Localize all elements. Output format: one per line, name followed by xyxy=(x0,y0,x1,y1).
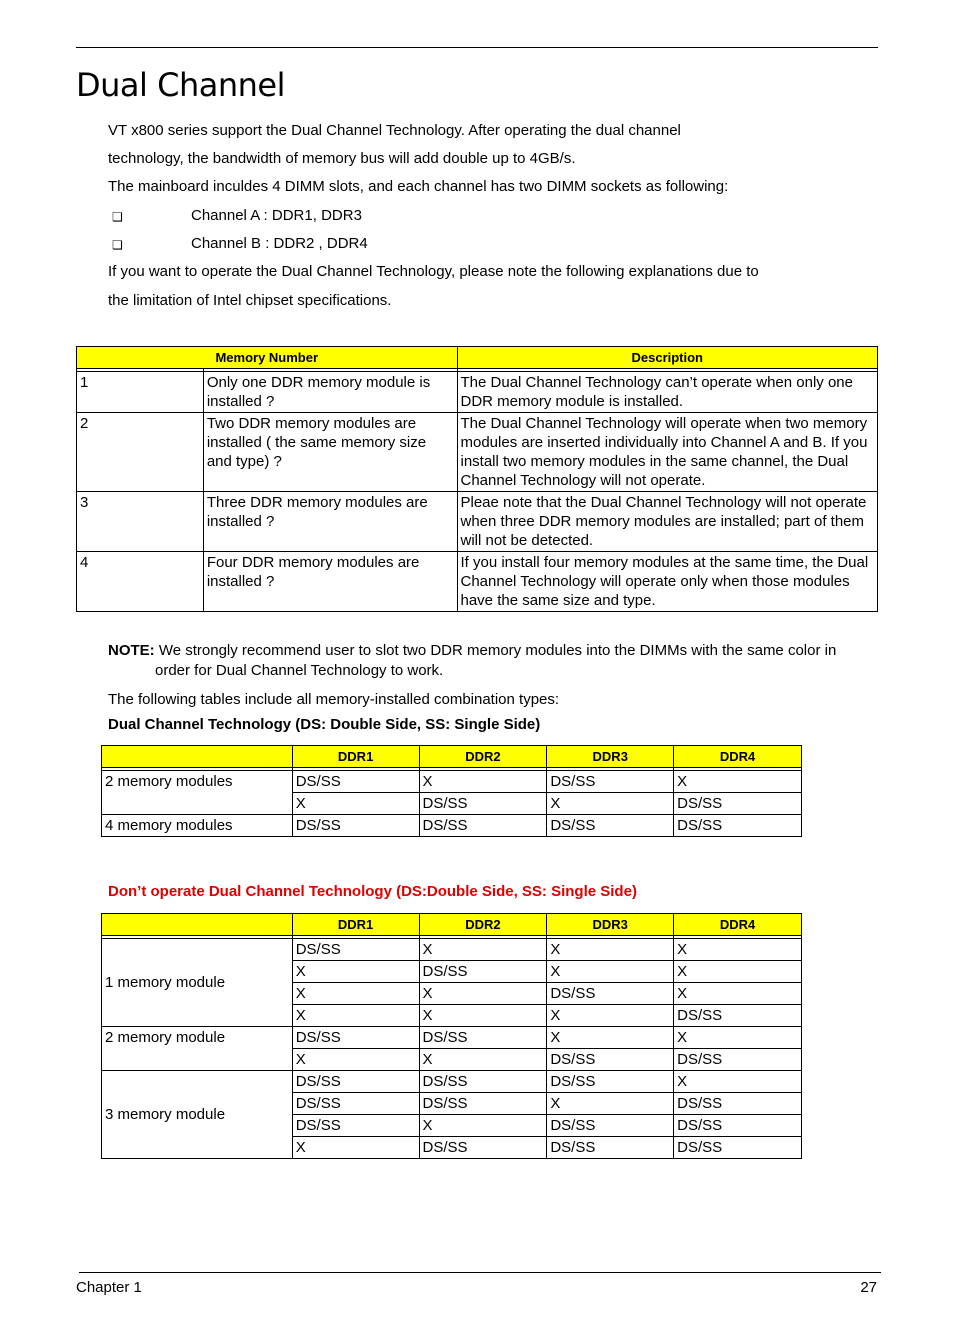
table-cell: X xyxy=(674,983,802,1005)
table-cell: X xyxy=(547,793,674,815)
table-cell: DS/SS xyxy=(419,1071,547,1093)
row-description: Pleae note that the Dual Channel Technology will not operate when three DDR memory modules are installed; part of them will not be detected. xyxy=(457,492,878,552)
table-cell: DS/SS xyxy=(419,815,547,837)
table-cell: DS/SS xyxy=(292,815,419,837)
row-number: 2 xyxy=(77,413,204,492)
row-question: Only one DDR memory module is installed ? xyxy=(203,372,457,413)
table-header-row xyxy=(102,914,802,936)
header-ddr4: DDR4 xyxy=(674,746,802,768)
table-cell: DS/SS xyxy=(419,1027,547,1049)
table-cell: DS/SS xyxy=(674,1115,802,1137)
top-rule xyxy=(76,47,878,48)
outro-line-2: the limitation of Intel chipset specifications. xyxy=(108,292,392,309)
table-cell: X xyxy=(292,1049,419,1071)
row-description: The Dual Channel Technology will operate when two memory modules are inserted individually into Channel A and B. If you install two memory modules in the same channel, the Dual Channel Technology will not operate. xyxy=(457,413,878,492)
table-cell: DS/SS xyxy=(547,1049,674,1071)
table-cell: DS/SS xyxy=(419,1137,547,1159)
dont-table-heading: Don’t operate Dual Channel Technology (DS:Double Side, SS: Single Side) xyxy=(108,883,637,900)
channel-b: Channel B : DDR2 , DDR4 xyxy=(191,235,368,252)
ds-table-heading: Dual Channel Technology (DS: Double Side, SS: Single Side) xyxy=(108,716,541,733)
table-cell: DS/SS xyxy=(292,1027,419,1049)
group-label: 1 memory module xyxy=(102,939,293,1027)
table-cell: DS/SS xyxy=(674,1049,802,1071)
table-row xyxy=(77,492,878,552)
table-cell: DS/SS xyxy=(674,1005,802,1027)
table-cell: DS/SS xyxy=(292,939,419,961)
header-memory-number: Memory Number xyxy=(77,347,458,369)
row-description: If you install four memory modules at the same time, the Dual Channel Technology will operate only when those modules have the same size and type. xyxy=(457,552,878,612)
table-cell: X xyxy=(419,771,547,793)
table-cell: DS/SS xyxy=(674,815,802,837)
table-cell: DS/SS xyxy=(547,1071,674,1093)
table-row xyxy=(77,552,878,612)
table-cell: DS/SS xyxy=(547,771,674,793)
group-label: 2 memory module xyxy=(102,1027,293,1071)
table-cell: DS/SS xyxy=(674,1137,802,1159)
header-ddr3: DDR3 xyxy=(547,746,674,768)
table-cell: X xyxy=(419,983,547,1005)
group-label: 3 memory module xyxy=(102,1071,293,1159)
header-ddr2: DDR2 xyxy=(419,746,547,768)
row-description: The Dual Channel Technology can’t operate when only one DDR memory module is installed. xyxy=(457,372,878,413)
table-header-row xyxy=(77,347,878,369)
group-label: 4 memory modules xyxy=(102,815,293,837)
table-row xyxy=(77,372,878,413)
page-title: Dual Channel xyxy=(76,66,285,104)
bottom-rule xyxy=(79,1272,881,1273)
table-cell: X xyxy=(674,1071,802,1093)
table-row xyxy=(102,1027,802,1049)
table-cell: X xyxy=(419,1115,547,1137)
footer-chapter: Chapter 1 xyxy=(76,1279,142,1296)
table-cell: X xyxy=(419,939,547,961)
table-cell: X xyxy=(292,1137,419,1159)
table-cell: DS/SS xyxy=(419,961,547,983)
header-ddr2: DDR2 xyxy=(419,914,547,936)
table-cell: X xyxy=(547,1027,674,1049)
table-cell: DS/SS xyxy=(292,1115,419,1137)
intro-line-2: technology, the bandwidth of memory bus will add double up to 4GB/s. xyxy=(108,150,576,167)
table-cell: X xyxy=(547,1093,674,1115)
note-label: NOTE: xyxy=(108,642,155,659)
table-cell: X xyxy=(292,961,419,983)
table-cell: X xyxy=(674,771,802,793)
table-cell: DS/SS xyxy=(292,1093,419,1115)
table-cell: DS/SS xyxy=(674,1093,802,1115)
table-row xyxy=(102,771,802,793)
header-description: Description xyxy=(457,347,878,369)
row-number: 3 xyxy=(77,492,204,552)
note-block xyxy=(108,641,878,681)
footer-page-number: 27 xyxy=(860,1279,877,1296)
intro-line-3: The mainboard inculdes 4 DIMM slots, and each channel has two DIMM sockets as following: xyxy=(108,178,729,195)
table-cell: DS/SS xyxy=(419,793,547,815)
row-question: Two DDR memory modules are installed ( the same memory size and type) ? xyxy=(203,413,457,492)
table-cell: X xyxy=(547,1005,674,1027)
bullet-icon: ❑ xyxy=(112,238,123,252)
table-cell: DS/SS xyxy=(292,771,419,793)
group-label: 2 memory modules xyxy=(102,771,293,815)
bullet-icon: ❑ xyxy=(112,210,123,224)
table-header-row xyxy=(102,746,802,768)
table-cell: X xyxy=(674,1027,802,1049)
table-cell: X xyxy=(674,939,802,961)
channel-a: Channel A : DDR1, DDR3 xyxy=(191,207,362,224)
table-row xyxy=(77,413,878,492)
header-blank xyxy=(102,914,293,936)
row-number: 1 xyxy=(77,372,204,413)
table-cell: DS/SS xyxy=(292,1071,419,1093)
memory-number-table xyxy=(76,346,878,612)
note-line-1: We strongly recommend user to slot two DDR memory modules into the DIMMs with the same color in xyxy=(158,642,837,659)
table-cell: DS/SS xyxy=(547,983,674,1005)
table-cell: X xyxy=(292,793,419,815)
table-row xyxy=(102,939,802,961)
table-cell: DS/SS xyxy=(419,1093,547,1115)
table-cell: X xyxy=(292,1005,419,1027)
table-cell: DS/SS xyxy=(674,793,802,815)
table-cell: X xyxy=(547,961,674,983)
table-row xyxy=(102,815,802,837)
dont-operate-table xyxy=(101,913,802,1159)
header-ddr3: DDR3 xyxy=(547,914,674,936)
table-cell: X xyxy=(419,1049,547,1071)
table-cell: DS/SS xyxy=(547,1137,674,1159)
table-cell: DS/SS xyxy=(547,1115,674,1137)
header-ddr4: DDR4 xyxy=(674,914,802,936)
intro-line-1: VT x800 series support the Dual Channel Technology. After operating the dual channel xyxy=(108,122,681,139)
dual-channel-table xyxy=(101,745,802,837)
table-cell: X xyxy=(547,939,674,961)
note-line-2: order for Dual Channel Technology to work. xyxy=(155,662,444,679)
row-question: Four DDR memory modules are installed ? xyxy=(203,552,457,612)
table-cell: X xyxy=(419,1005,547,1027)
outro-line-1: If you want to operate the Dual Channel Technology, please note the following explanations due to xyxy=(108,263,759,280)
table-cell: DS/SS xyxy=(547,815,674,837)
header-ddr1: DDR1 xyxy=(292,746,419,768)
table-cell: X xyxy=(674,961,802,983)
table-row xyxy=(102,1071,802,1093)
row-question: Three DDR memory modules are installed ? xyxy=(203,492,457,552)
table-cell: X xyxy=(292,983,419,1005)
header-blank xyxy=(102,746,293,768)
tables-intro: The following tables include all memory-installed combination types: xyxy=(108,691,560,708)
row-number: 4 xyxy=(77,552,204,612)
header-ddr1: DDR1 xyxy=(292,914,419,936)
